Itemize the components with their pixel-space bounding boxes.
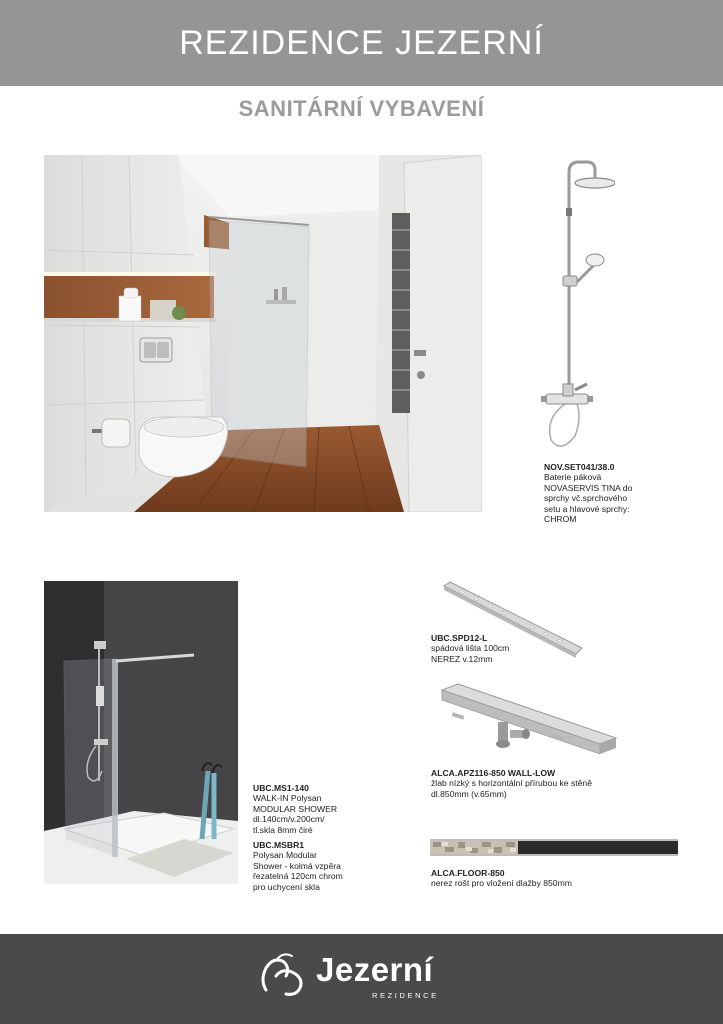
grate-caption: [431, 868, 651, 889]
page-title: REZIDENCE JEZERNÍ: [179, 23, 544, 62]
product-desc-line: dl.850mm (v.65mm): [431, 788, 507, 799]
product-desc-line: tl.skla 8mm čiré: [253, 824, 313, 835]
product-desc-line: WALK-IN Polysan: [253, 793, 322, 804]
product-desc-line: NEREZ v.12mm: [431, 653, 493, 664]
logo-wordmark: Jezerní: [316, 951, 434, 988]
bathroom-render-illustration: [44, 155, 482, 512]
product-desc-line: Baterie páková: [544, 472, 602, 483]
product-code: ALCA.APZ116-850 WALL-LOW: [431, 768, 556, 778]
walkin-shower-image: [44, 581, 238, 884]
shower-set-image: [535, 158, 615, 450]
product-desc-line: dl.140cm/v.200cm/: [253, 814, 325, 825]
page-header: [0, 0, 723, 86]
grate-image: [430, 838, 678, 857]
shower-set-caption: [544, 462, 694, 524]
product-desc-line: Shower - kolmá vzpěra: [253, 860, 341, 871]
product-desc-line: nerez rošt pro vložení dlažby 850mm: [431, 878, 572, 889]
product-desc-line: spádová lišta 100cm: [431, 643, 510, 654]
drain-image: [432, 682, 620, 760]
drain-caption: [431, 768, 631, 799]
section-title: SANITÁRNÍ VYBAVENÍ: [238, 96, 485, 121]
product-code: ALCA.FLOOR-850: [431, 868, 505, 878]
product-desc-line: setu a hlavové sprchy:: [544, 503, 630, 514]
walkin-caption: [253, 783, 383, 835]
slope-strip-caption: [431, 633, 571, 664]
jezerni-logo-icon: [256, 950, 312, 1000]
product-code: UBC.MSBR1: [253, 840, 305, 850]
product-code: UBC.SPD12-L: [431, 633, 488, 643]
product-desc-line: MODULAR SHOWER: [253, 803, 338, 814]
product-code: NOV.SET041/38.0: [544, 462, 615, 472]
bracket-caption: [253, 840, 383, 892]
product-desc-line: Polysan Modular: [253, 850, 318, 861]
bathroom-render-image: [44, 155, 482, 512]
drain-illustration: [432, 682, 620, 760]
product-desc-line: CHROM: [544, 514, 577, 525]
product-desc-line: NOVASERVIS TINA do: [544, 482, 633, 493]
shower-set-illustration: [535, 158, 615, 450]
product-desc-line: řezatelná 120cm chrom: [253, 871, 343, 882]
product-code: UBC.MS1-140: [253, 783, 309, 793]
walkin-shower-illustration: [44, 581, 238, 884]
product-desc-line: sprchy vč.sprchového: [544, 493, 628, 504]
product-desc-line: žlab nízký s horizontální přírubou ke stěně: [431, 778, 592, 789]
logo-subtitle: REZIDENCE: [372, 991, 439, 1000]
product-desc-line: pro uchycení skla: [253, 881, 320, 892]
grate-illustration: [430, 838, 678, 857]
